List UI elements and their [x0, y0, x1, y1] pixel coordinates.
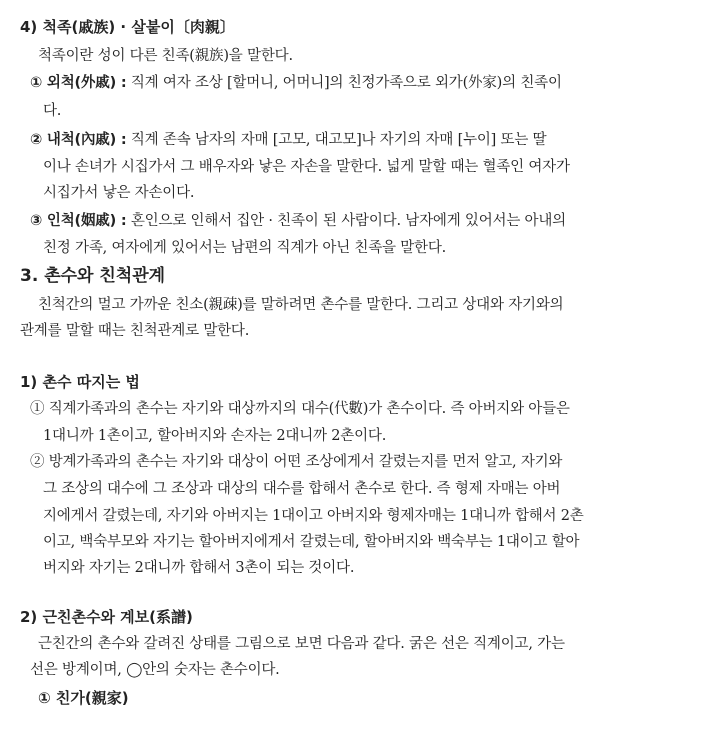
paragraph-line: 시집가서 낳은 자손이다.	[43, 185, 195, 201]
section-heading-gyebo: 2) 근친촌수와 계보(系譜)	[20, 608, 193, 626]
paragraph-line: 버지와 자기는 2대니까 합해서 3촌이 되는 것이다.	[43, 560, 355, 576]
paragraph-line: 1대니까 1촌이고, 할아버지와 손자는 2대니까 2촌이다.	[43, 428, 387, 444]
paragraph-line: 지에게서 갈렸는데, 자기와 아버지는 1대이고 아버지와 형제자매는 1대니까 합해서 2촌	[43, 508, 584, 524]
list-item-oechuk	[30, 73, 562, 93]
section-heading-chukjok: 4) 척족(戚族) · 살붙이〔肉親〕	[20, 18, 235, 36]
section-heading-chonsu: 1) 촌수 따지는 법	[20, 373, 140, 391]
item-text: 혼인으로 인해서 집안 · 친족이 된 사람이다. 남자에게 있어서는 아내의	[130, 213, 566, 229]
chapter-heading: 3. 촌수와 친척관계	[20, 266, 166, 286]
paragraph-line: ① 직계가족과의 촌수는 자기와 대상까지의 대수(代數)가 촌수이다. 즉 아버지와 아들은	[30, 401, 570, 417]
paragraph-line: 선은 방계이며, ◯안의 숫자는 촌수이다.	[30, 662, 280, 678]
paragraph-line: 척족이란 성이 다른 친족(親族)을 말한다.	[38, 48, 293, 64]
paragraph-line: 이고, 백숙부모와 자기는 할아버지에게서 갈렸는데, 할아버지와 백숙부는 1대이고 할아	[43, 534, 580, 550]
paragraph-line: 그 조상의 대수에 그 조상과 대상의 대수를 합해서 촌수로 한다. 즉 형제 자매는 아버	[43, 481, 561, 497]
paragraph-line: 친정 가족, 여자에게 있어서는 남편의 직계가 아닌 친족을 말한다.	[43, 240, 447, 256]
item-label: ③ 인척(姻戚) :	[30, 213, 127, 229]
paragraph-line: 관계를 말할 때는 친척관계로 말한다.	[20, 323, 250, 339]
item-text: 직계 여자 조상 [할머니, 어머니]의 친정가족으로 외가(外家)의 친족이	[130, 75, 562, 91]
item-text: 직계 존속 남자의 자매 [고모, 대고모]나 자기의 자매 [누이] 또는 딸	[130, 132, 547, 148]
list-item-inchuk	[30, 211, 566, 231]
paragraph-line: 다.	[43, 103, 62, 119]
paragraph-line: 이나 손녀가 시집가서 그 배우자와 낳은 자손을 말한다. 넓게 말할 때는 혈족인 여자가	[43, 159, 570, 175]
item-label: ① 외척(外戚) :	[30, 75, 127, 91]
item-label: ② 내척(內戚) :	[30, 132, 127, 148]
paragraph-line: ② 방계가족과의 촌수는 자기와 대상이 어떤 조상에게서 갈렸는지를 먼저 알고, 자기와	[30, 454, 563, 470]
subsection-heading-chinga: ① 친가(親家)	[38, 689, 129, 707]
list-item-naechuk	[30, 130, 546, 150]
paragraph-line: 근친간의 촌수와 갈려진 상태를 그림으로 보면 다음과 같다. 굵은 선은 직계이고, 가는	[38, 636, 565, 652]
paragraph-line: 친척간의 멀고 가까운 친소(親疎)를 말하려면 촌수를 말한다. 그리고 상대와 자기와의	[38, 297, 564, 313]
